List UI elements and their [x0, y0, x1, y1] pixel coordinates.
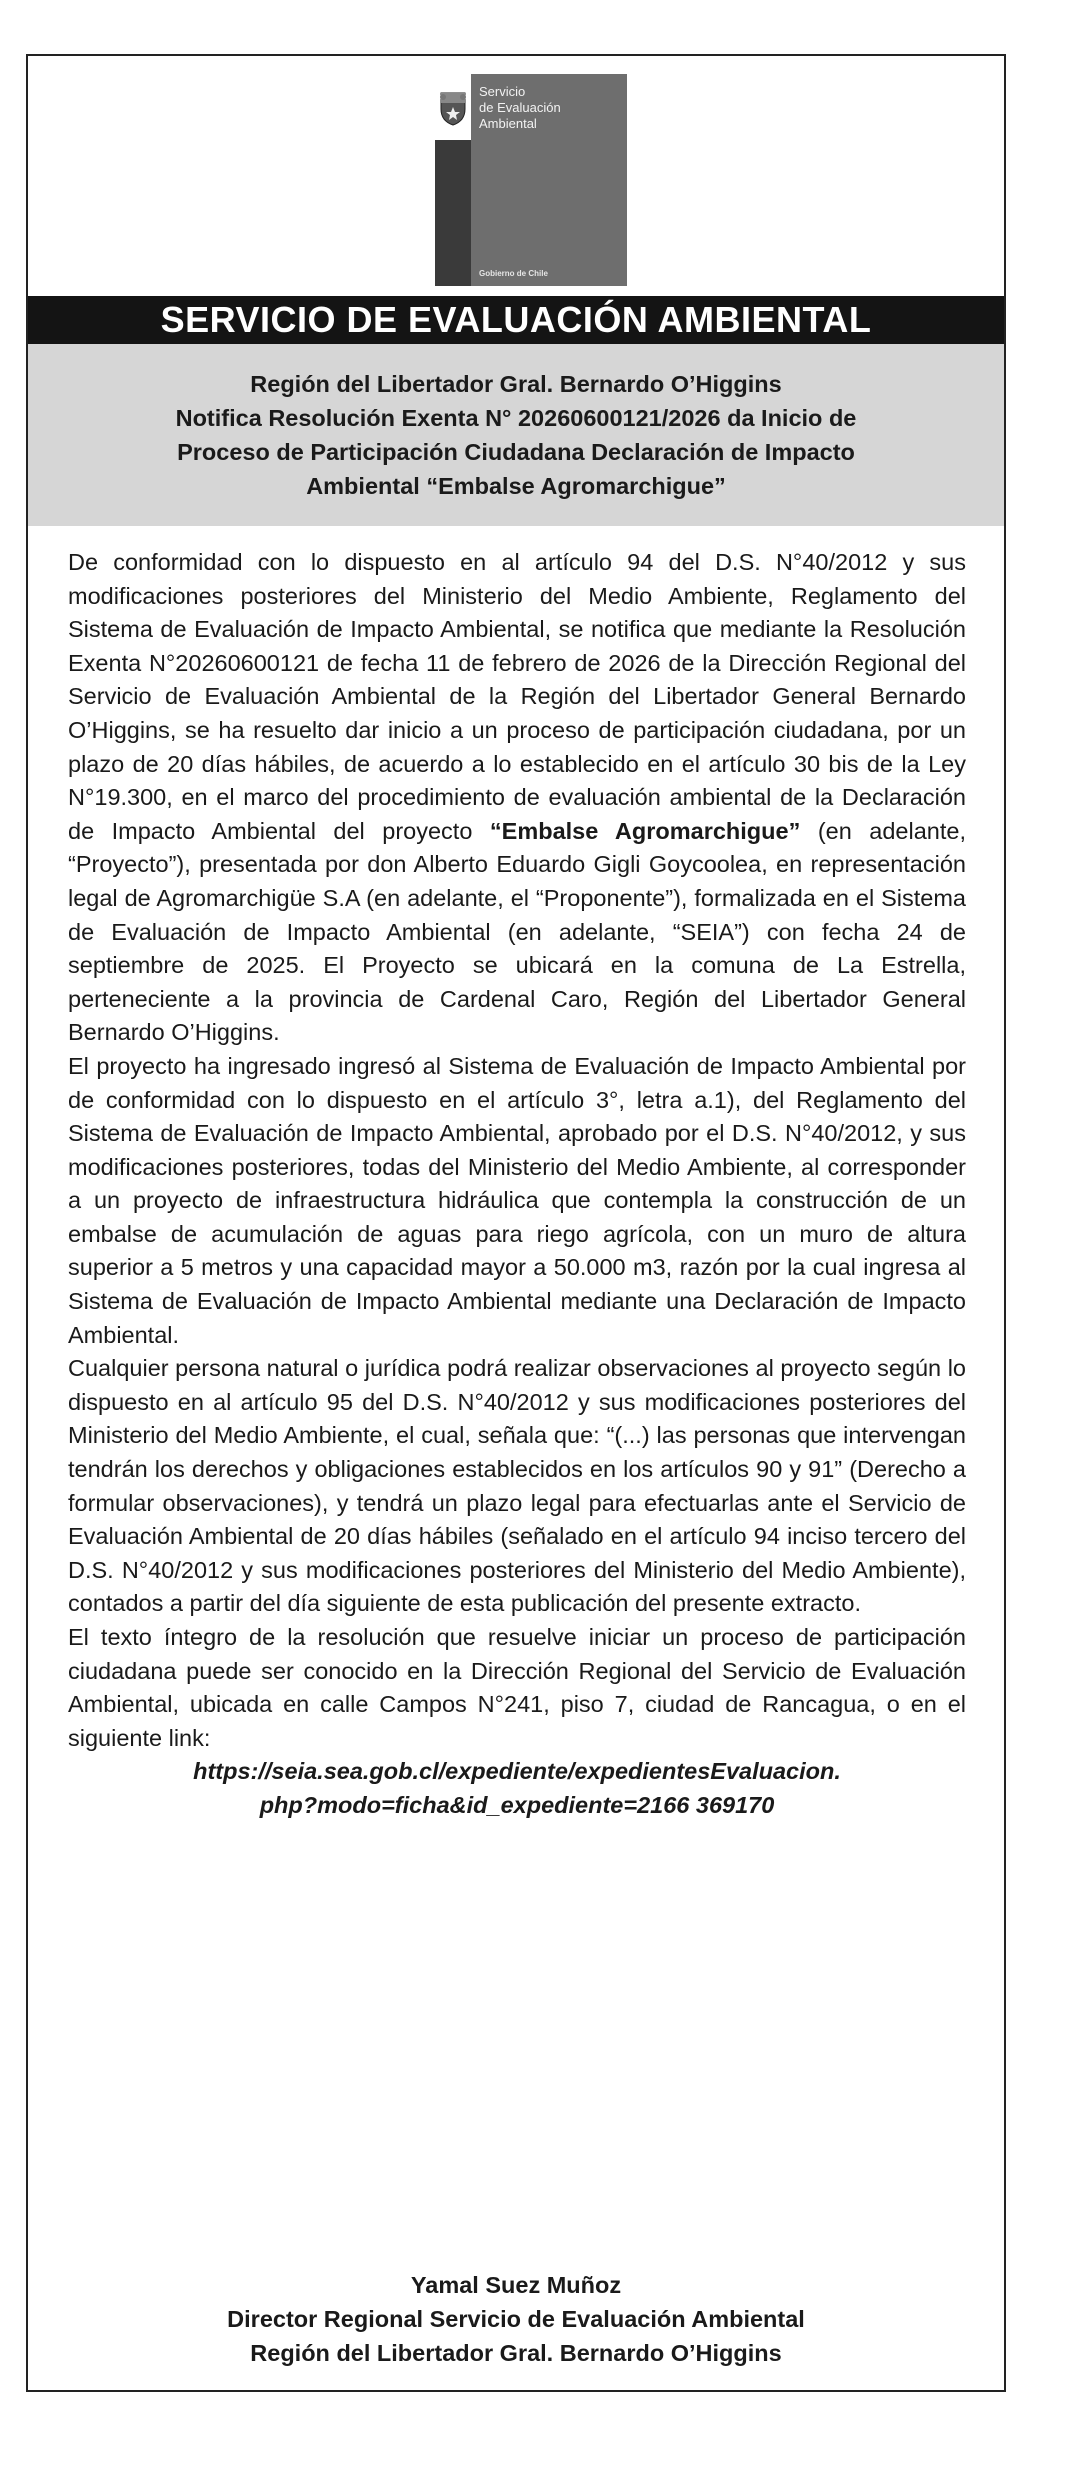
logo-footer: Gobierno de Chile	[479, 269, 548, 278]
subtitle-line-2: Notifica Resolución Exenta N° 20260600121/2026 da Inicio de	[175, 405, 857, 431]
public-notice	[26, 54, 1006, 2392]
link-line-2[interactable]: php?modo=ficha&id_expediente=2166 369170	[259, 1791, 775, 1818]
signatory-title: Director Regional Servicio de Evaluación Ambiental	[227, 2306, 805, 2332]
subtitle-line-3: Proceso de Participación Ciudadana Declaración de Impacto	[177, 439, 855, 465]
subtitle-line-1: Región del Libertador Gral. Bernardo O’Higgins	[250, 371, 782, 397]
logo-dark-stripe	[435, 140, 471, 286]
signature-block	[28, 2268, 1004, 2370]
paragraph-1	[68, 546, 966, 1050]
signatory-name: Yamal Suez Muñoz	[410, 2272, 622, 2298]
logo-area	[28, 56, 1004, 296]
notice-body	[68, 546, 966, 1823]
logo-line-3: Ambiental	[479, 116, 537, 131]
project-name: “Embalse Agromarchigue”	[489, 817, 801, 844]
paragraph-1-text-b: (en adelante, “Proyecto”), presentada por don Alberto Eduardo Gigli Goycoolea, en representación legal de Agromarchigüe S.A (en adelante, el “Proponente”), formalizada en el Sistema de Evaluación de Impacto Ambiental (en adelante, “SEIA”) con fecha 24 de septiembre de 2025. El Proyecto se ubicará en la comuna de La Estrella, perteneciente a la provincia de Cardenal Caro, Región del Libertador General Bernardo O’Higgins.	[68, 817, 966, 1046]
sea-logo	[435, 74, 627, 286]
notice-subtitle	[28, 344, 1004, 526]
logo-line-2: de Evaluación	[479, 100, 561, 115]
logo-left-stripe	[435, 74, 471, 286]
logo-panel	[471, 74, 627, 286]
coat-of-arms-icon	[435, 74, 471, 140]
link-line-1[interactable]: https://seia.sea.gob.cl/expediente/expedientesEvaluacion.	[193, 1758, 841, 1785]
logo-wordmark	[479, 84, 561, 132]
logo-line-1: Servicio	[479, 84, 526, 99]
paragraph-4: El texto íntegro de la resolución que resuelve iniciar un proceso de participación ciudadana puede ser conocido en la Dirección Regional del Servicio de Evaluación Ambiental, ubicada en calle Campos N°241, piso 7, ciudad de Rancagua, o en el siguiente link:	[68, 1624, 966, 1751]
paragraph-3: Cualquier persona natural o jurídica podrá realizar observaciones al proyecto según lo dispuesto en al artículo 95 del D.S. N°40/2012 y sus modificaciones posteriores del Ministerio del Medio Ambiente, el cual, señala que: “(...) las personas que intervengan tendrán los derechos y obligaciones establecidos en los artículos 90 y 91” (Derecho a formular observaciones), y tendrá un plazo legal para efectuarlas ante el Servicio de Evaluación Ambiental de 20 días hábiles (señalado en el artículo 94 inciso tercero del D.S. N°40/2012 y sus modificaciones posteriores del Ministerio del Medio Ambiente), contados a partir del día siguiente de esta publicación del presente extracto.	[68, 1355, 966, 1617]
signatory-region: Región del Libertador Gral. Bernardo O’Higgins	[250, 2340, 782, 2366]
paragraph-2: El proyecto ha ingresado ingresó al Sistema de Evaluación de Impacto Ambiental por de conformidad con lo dispuesto en el artículo 3°, letra a.1), del Reglamento del Sistema de Evaluación de Impacto Ambiental, aprobado por el D.S. N°40/2012, y sus modificaciones posteriores, todas del Ministerio del Medio Ambiente, al corresponder a un proyecto de infraestructura hidráulica que contempla la construcción de un embalse de acumulación de aguas para riego agrícola, con un muro de altura superior a 5 metros y una capacidad mayor a 50.000 m3, razón por la cual ingresa al Sistema de Evaluación de Impacto Ambiental mediante una Declaración de Impacto Ambiental.	[68, 1052, 966, 1348]
subtitle-line-4: Ambiental “Embalse Agromarchigue”	[306, 473, 726, 499]
paragraph-1-text-a: De conformidad con lo dispuesto en al artículo 94 del D.S. N°40/2012 y sus modificaciones posteriores del Ministerio del Medio Ambiente, Reglamento del Sistema de Evaluación de Impacto Ambiental, se notifica que mediante la Resolución Exenta N°20260600121 de fecha 11 de febrero de 2026 de la Dirección Regional del Servicio de Evaluación Ambiental de la Región del Libertador General Bernardo O’Higgins, se ha resuelto dar inicio a un proceso de participación ciudadana, por un plazo de 20 días hábiles, de acuerdo a lo establecido en el artículo 30 bis de la Ley N°19.300, en el marco del procedimiento de evaluación ambiental de la Declaración de Impacto Ambiental del proyecto	[68, 549, 966, 844]
notice-title: SERVICIO DE EVALUACIÓN AMBIENTAL	[28, 296, 1004, 344]
expediente-link[interactable]	[68, 1755, 966, 1822]
